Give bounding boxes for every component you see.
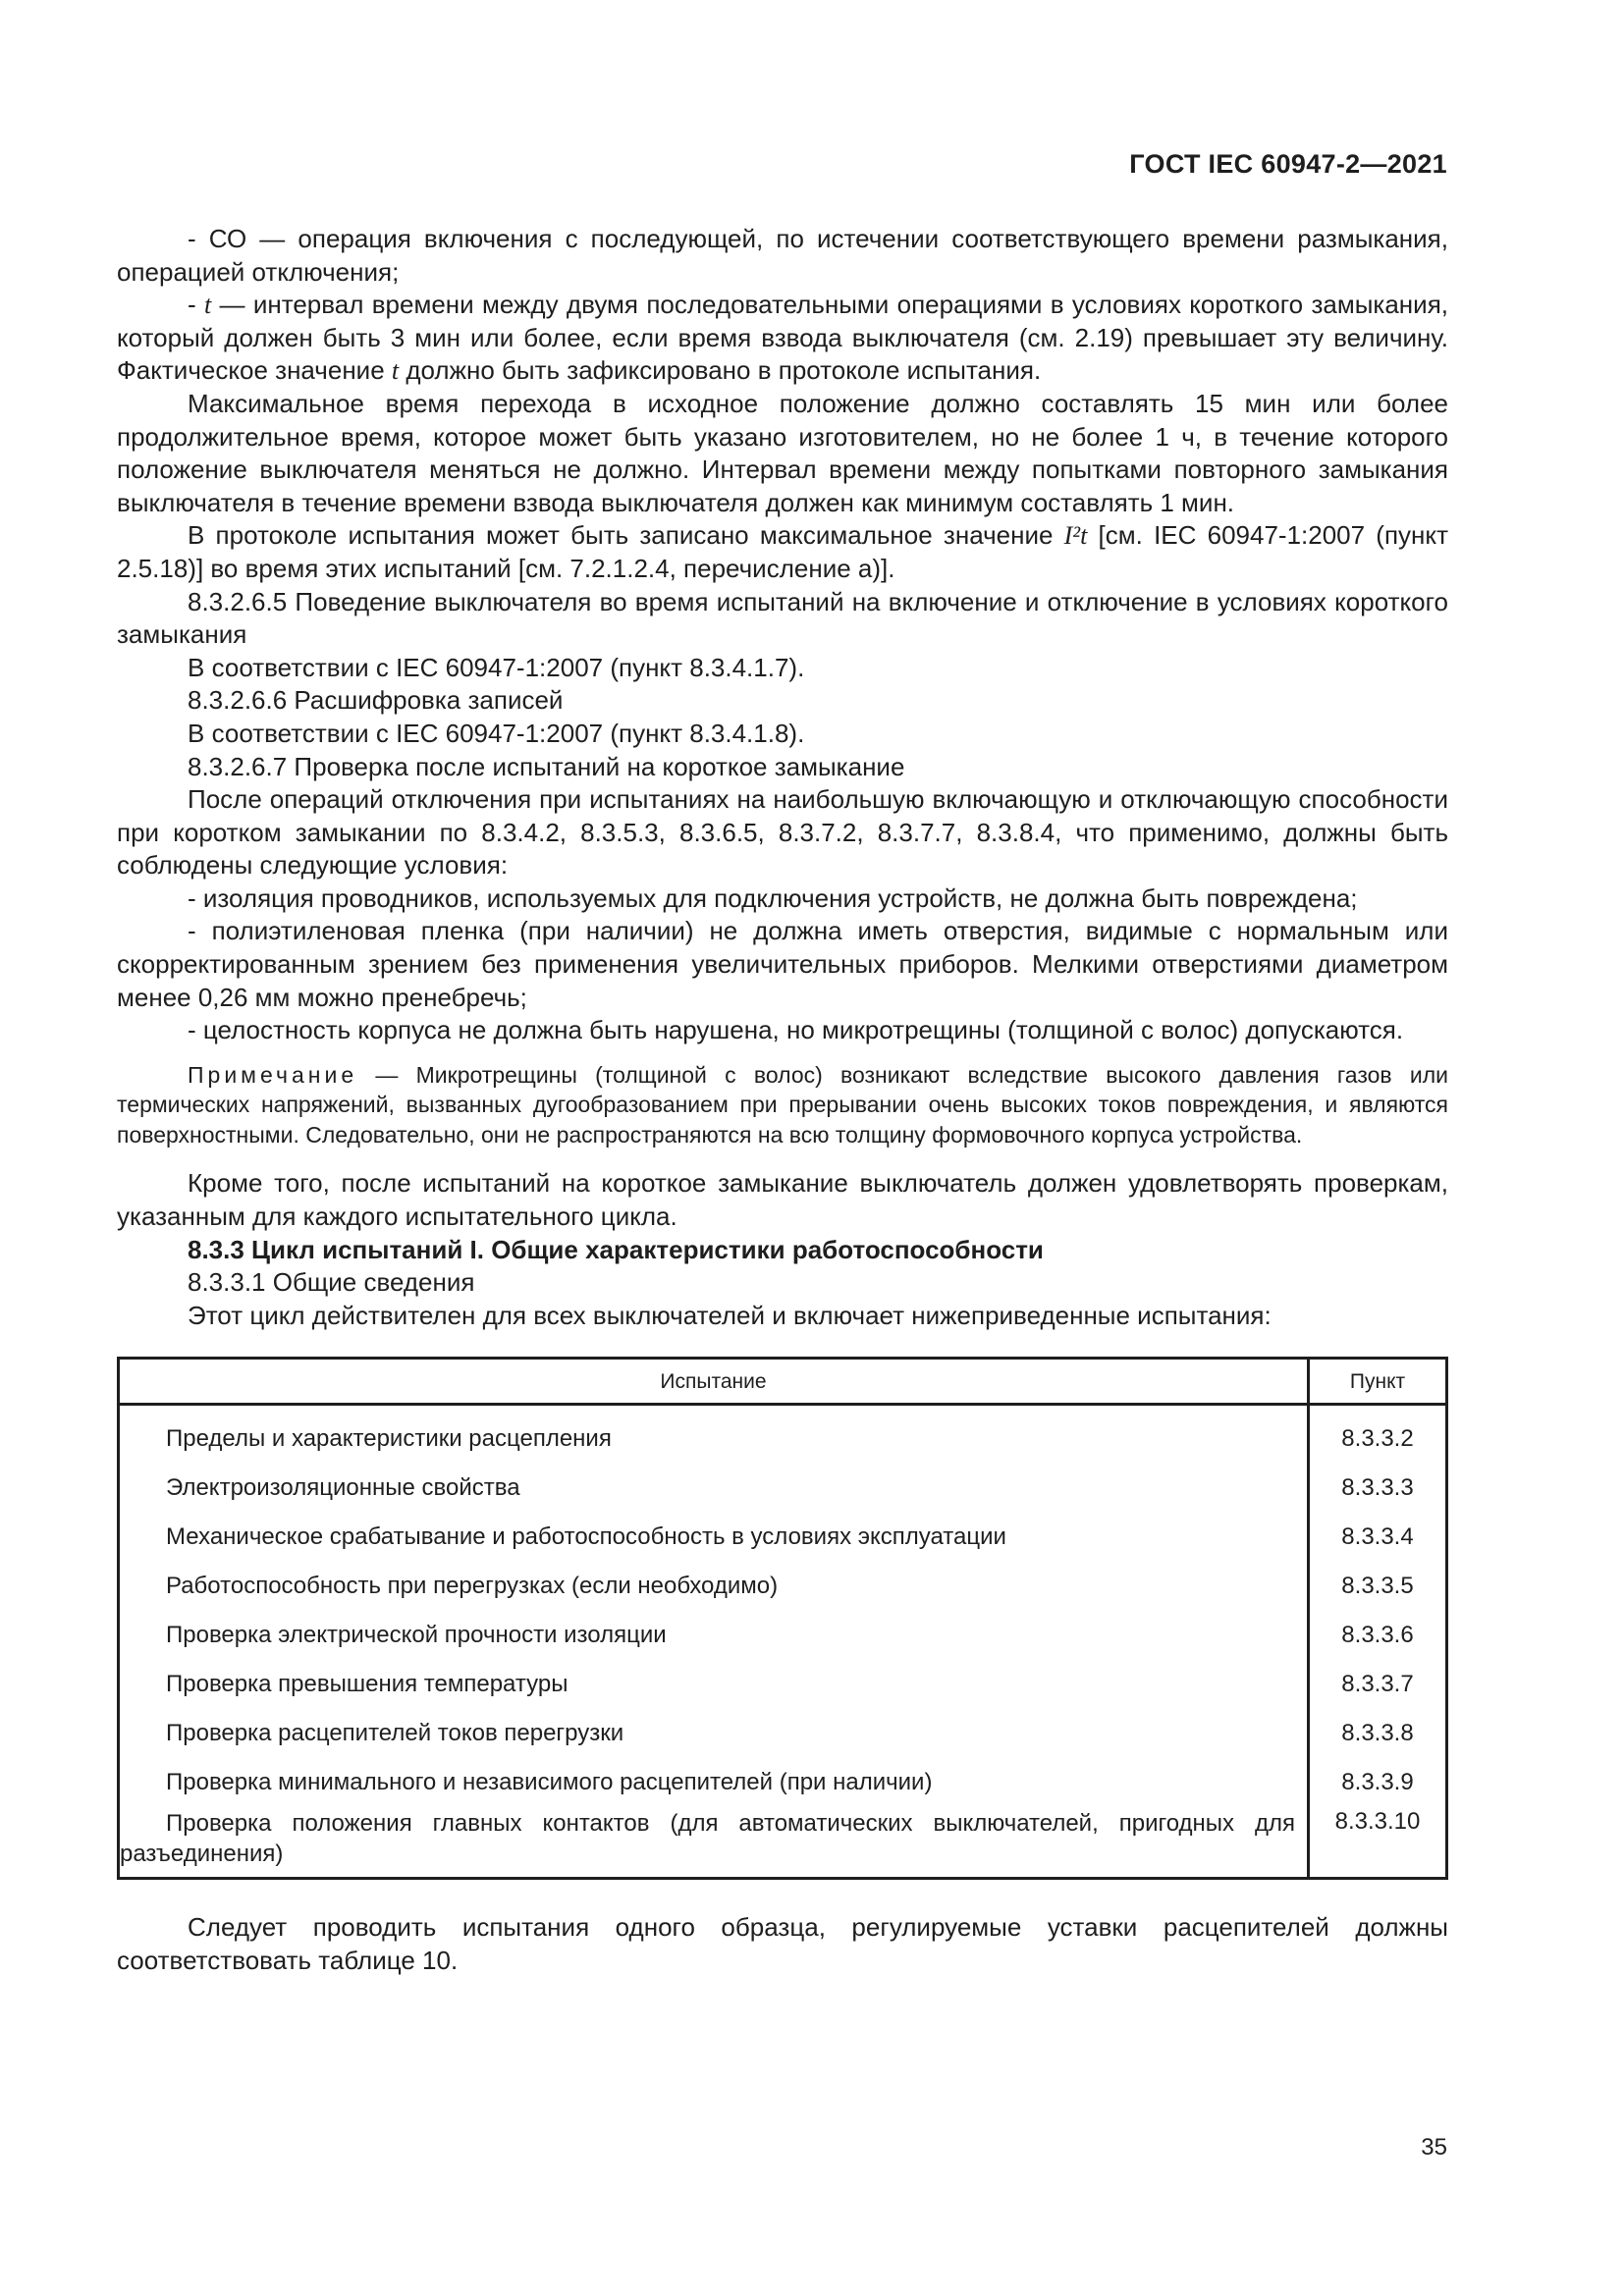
paragraph: Максимальное время перехода в исходное положение должно составлять 15 мин или более продолжительное время, которое может быть указано изготовителем, но не более 1 ч, в течение которого положение выключателя меняться не должно. Интервал времени между попытками повторного замыкания выключателя в течение времени взвода выключателя должен как минимум составлять 1 мин. <box>117 388 1448 517</box>
paragraph: В соответствии с IEC 60947-1:2007 (пункт 8.3.4.1.7). <box>188 652 805 682</box>
test-name: Механическое срабатывание и работоспособность в условиях эксплуатации <box>166 1522 1006 1550</box>
document-body <box>117 223 1448 1978</box>
table-row <box>119 1610 1447 1659</box>
paragraph: Кроме того, после испытаний на короткое замыкание выключатель должен удовлетворять проверкам, указанным для каждого испытательного цикла. <box>117 1168 1448 1231</box>
section-heading: 8.3.2.6.5 Поведение выключателя во время испытаний на включение и отключение в условиях короткого замыкания <box>117 586 1448 650</box>
test-name: Проверка электрической прочности изоляции <box>166 1621 667 1648</box>
table-row <box>119 1561 1447 1610</box>
header-test: Испытание <box>119 1359 1309 1405</box>
paragraph: Следует проводить испытания одного образца, регулируемые уставки расцепителей должны соответствовать таблице 10. <box>117 1912 1448 1975</box>
test-item: 8.3.3.6 <box>1309 1610 1447 1659</box>
note <box>117 1060 1448 1150</box>
test-item: 8.3.3.7 <box>1309 1659 1447 1708</box>
paragraph <box>117 289 1448 388</box>
formula-i2t: I²t <box>1063 521 1088 551</box>
test-item: 8.3.3.3 <box>1309 1463 1447 1512</box>
table-row <box>119 1463 1447 1512</box>
test-item: 8.3.3.8 <box>1309 1708 1447 1757</box>
table-row <box>119 1806 1447 1879</box>
test-name: Проверка превышения температуры <box>166 1670 568 1697</box>
paragraph: В соответствии с IEC 60947-1:2007 (пункт 8.3.4.1.8). <box>188 718 805 748</box>
test-item: 8.3.3.9 <box>1309 1757 1447 1806</box>
paragraph: - СО — операция включения с последующей, по истечении соответствующего времени размыкания, операцией отключения; <box>117 224 1448 287</box>
section-heading: 8.3.3.1 Общие сведения <box>188 1267 475 1298</box>
test-name: Проверка расцепителей токов перегрузки <box>166 1719 624 1746</box>
document-header: ГОСТ IEC 60947-2—2021 <box>1129 149 1447 179</box>
text-run: — интервал времени между двумя последовательными операциями в условиях короткого замыкания, который должен быть 3 мин или более, если время взвода выключателя (см. 2.19) превышает эту величину. Фактическое значение <box>117 290 1448 386</box>
test-name: Пределы и характеристики расцепления <box>166 1424 612 1452</box>
note-label: Примечание <box>188 1061 358 1088</box>
paragraph: Этот цикл действителен для всех выключателей и включает нижеприведенные испытания: <box>188 1300 1272 1330</box>
test-item: 8.3.3.10 <box>1309 1806 1447 1879</box>
section-heading: 8.3.2.6.6 Расшифровка записей <box>188 685 564 716</box>
table-row <box>119 1757 1447 1806</box>
page-number: 35 <box>1421 2134 1447 2161</box>
section-heading: 8.3.2.6.7 Проверка после испытаний на короткое замыкание <box>188 751 905 781</box>
variable-t: t <box>391 356 400 386</box>
table-row <box>119 1708 1447 1757</box>
section-heading-bold: 8.3.3 Цикл испытаний I. Общие характеристики работоспособности <box>188 1234 1044 1264</box>
list-item: - изоляция проводников, используемых для подключения устройств, не должна быть повреждена; <box>188 882 1358 913</box>
test-item: 8.3.3.2 <box>1309 1405 1447 1464</box>
table-row <box>119 1512 1447 1561</box>
test-name: Электроизоляционные свойства <box>166 1473 520 1501</box>
paragraph <box>117 519 1448 585</box>
header-item: Пункт <box>1309 1359 1447 1405</box>
text-run: [см. IEC 60947-1:2007 (пункт 2.5.18)] во время этих испытаний [см. 7.2.1.2.4, перечисление а)]. <box>117 520 1448 583</box>
test-name: Проверка положения главных контактов (для автоматических выключателей, пригодных для разъединения) <box>120 1810 1295 1868</box>
table-row <box>119 1659 1447 1708</box>
test-item: 8.3.3.5 <box>1309 1561 1447 1610</box>
text-run: должно быть зафиксировано в протоколе испытания. <box>399 355 1042 386</box>
list-item: - полиэтиленовая пленка (при наличии) не должна иметь отверстия, видимые с нормальным или скорректированным зрением без применения увеличительных приборов. Мелкими отверстиями диаметром менее 0,26 мм можно пренебречь; <box>117 916 1448 1012</box>
test-name: Работоспособность при перегрузках (если необходимо) <box>166 1572 779 1599</box>
test-item: 8.3.3.4 <box>1309 1512 1447 1561</box>
table-header-row <box>119 1359 1447 1405</box>
variable-t: t <box>203 291 212 320</box>
text-run: - <box>188 290 204 320</box>
test-name: Проверка минимального и независимого расцепителей (при наличии) <box>166 1768 933 1795</box>
paragraph: После операций отключения при испытаниях на наибольшую включающую и отключающую способности при коротком замыкании по 8.3.4.2, 8.3.5.3, 8.3.6.5, 8.3.7.2, 8.3.7.7, 8.3.8.4, что применимо, должны быть соблюдены следующие условия: <box>117 784 1448 881</box>
text-run: В протоколе испытания может быть записано максимальное значение <box>188 520 1064 551</box>
list-item: - целостность корпуса не должна быть нарушена, но микротрещины (толщиной с волос) допускаются. <box>188 1015 1404 1045</box>
tests-table <box>117 1357 1448 1880</box>
table-row <box>119 1405 1447 1464</box>
note-text: — Микротрещины (толщиной с волос) возникают вследствие высокого давления газов или термических напряжений, вызванных дугообразованием при прерывании очень высоких токов повреждения, и являются поверхностными. Следовательно, они не распространяются на всю толщину формовочного корпуса устройства. <box>117 1061 1448 1148</box>
